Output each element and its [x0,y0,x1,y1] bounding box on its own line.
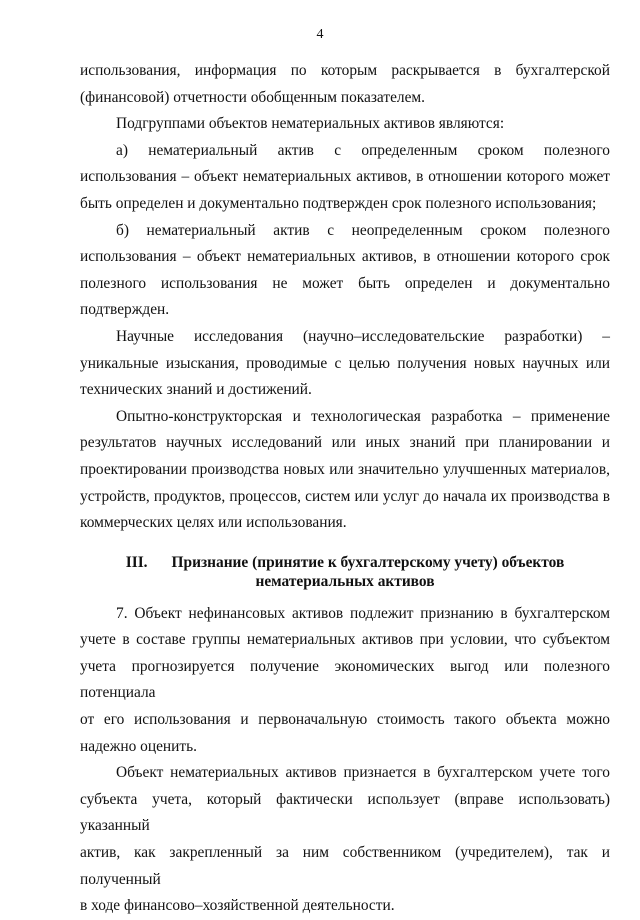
text-line: Опытно-конструкторская и технологическая разработка – применение [116,407,610,425]
section-title-line1: Признание (принятие к бухгалтерскому учету) объектов [171,553,565,571]
paragraph-development [80,404,610,537]
paragraph-recognition-subject [80,760,610,920]
text-line: а) нематериальный актив с определенным сроком полезного [116,141,610,159]
text-line: использования, информация по которым раскрывается в бухгалтерской [80,62,610,79]
paragraph-research [80,324,610,404]
paragraph-item-b [80,218,610,324]
text-line: быть определен и документально подтвержден срок полезного использования; [80,194,597,212]
text-line: учете в составе группы нематериальных активов при условии, что субъектом [80,631,610,649]
text-line: Объект нематериальных активов признается в бухгалтерском учете того [116,764,610,782]
section-heading [80,553,610,591]
paragraph-continuation [80,58,610,111]
section-title-line2: нематериальных активов [255,572,435,590]
text-line: коммерческих целях или использования. [80,514,347,532]
text-line: подтвержден. [80,301,170,319]
text-line: результатов научных исследований или иных знаний при планировании и [80,434,610,452]
paragraph-item-a [80,138,610,218]
text-line: 7. Объект нефинансовых активов подлежит признанию в бухгалтерском [116,604,610,622]
page-number: 4 [316,27,324,42]
text-line: Подгруппами объектов нематериальных активов являются: [116,115,505,133]
text-line: технических знаний и достижений. [80,381,312,399]
text-line: (финансовой) отчетности обобщенным показателем. [80,88,426,106]
text-line: уникальные изыскания, проводимые с целью получения новых научных или [80,354,610,372]
text-line: субъекта учета, который фактически использует (вправе использовать) указанный [80,790,610,835]
text-line: Научные исследования (научно–исследовательские разработки) – [116,327,610,345]
text-line: полезного использования не может быть определен и документально [80,274,610,292]
text-line: устройств, продуктов, процессов, систем или услуг до начала их производства в [80,487,610,505]
paragraph-subgroups-intro [80,111,610,138]
text-line: б) нематериальный актив с неопределенным сроком полезного [116,221,610,239]
text-line: в ходе финансово–хозяйственной деятельности. [80,897,395,915]
section-number: III. [125,553,148,571]
text-line: от его использования и первоначальную стоимость такого объекта можно [80,711,610,729]
text-line: проектировании производства новых или значительно улучшенных материалов, [80,460,610,478]
text-line: использования – объект нематериальных активов, в отношении которого срок [80,248,610,266]
text-line: учета прогнозируется получение экономических выгод или полезного потенциала [80,657,610,702]
document-body [80,58,610,920]
text-line: использования – объект нематериальных активов, в отношении которого может [80,168,610,186]
text-line: актив, как закрепленный за ним собственником (учредителем), так и полученный [80,844,610,888]
paragraph-recognition-7 [80,601,610,761]
text-line: надежно оценить. [80,737,197,755]
